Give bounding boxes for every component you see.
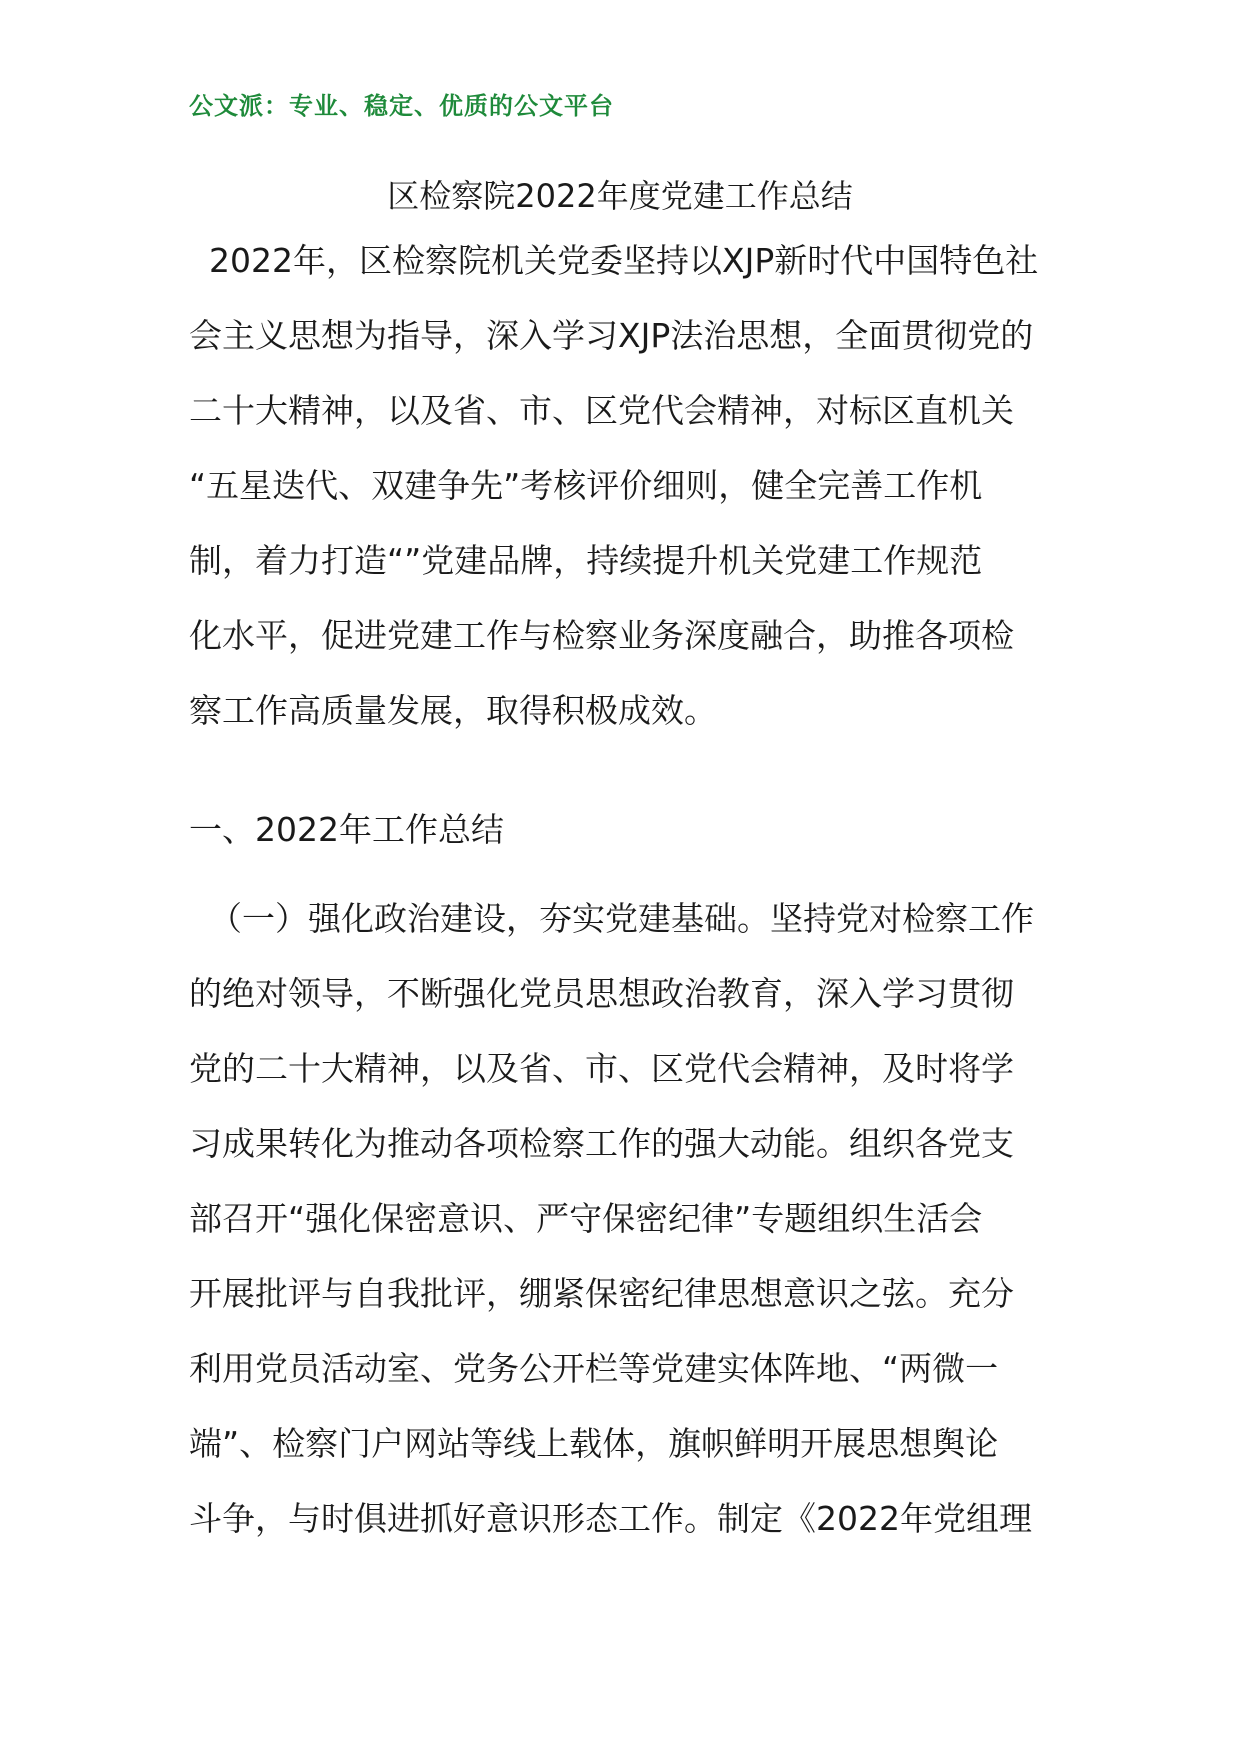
- paragraph-line: 利用党员活动室、党务公开栏等党建实体阵地、“两微一: [189, 1349, 999, 1388]
- paragraph-line: 部召开“强化保密意识、严守保密纪律”专题组织生活会: [189, 1199, 983, 1238]
- paragraph-line: 端”、检察门户网站等线上载体，旗帜鲜明开展思想舆论: [189, 1424, 999, 1463]
- section1-paragraph: [189, 881, 1057, 1556]
- section-heading: [189, 792, 1057, 867]
- paragraph-line: 开展批评与自我批评，绷紧保密纪律思想意识之弦。充分: [189, 1274, 1014, 1313]
- site-header-slogan: 公文派：专业、稳定、优质的公文平台: [189, 92, 614, 120]
- document-title: 区检察院2022年度党建工作总结: [387, 177, 853, 215]
- paragraph-line: 党的二十大精神，以及省、市、区党代会精神，及时将学: [189, 1049, 1014, 1088]
- paragraph-line: 2022年，区检察院机关党委坚持以XJP新时代中国特色社: [209, 241, 1039, 280]
- paragraph-line: 会主义思想为指导，深入学习XJP法治思想，全面贯彻党的: [189, 316, 1034, 355]
- paragraph-line: 斗争，与时俱进抓好意识形态工作。制定《2022年党组理: [189, 1499, 1032, 1538]
- intro-paragraph: [189, 223, 1057, 748]
- paragraph-line: “五星迭代、双建争先”考核评价细则，健全完善工作机: [189, 466, 983, 505]
- section-heading-text: 一、2022年工作总结: [189, 810, 504, 849]
- paragraph-line: （一）强化政治建设，夯实党建基础。坚持党对检察工作: [209, 899, 1034, 938]
- paragraph-line: 化水平，促进党建工作与检察业务深度融合，助推各项检: [189, 616, 1014, 655]
- paragraph-line: 二十大精神，以及省、市、区党代会精神，对标区直机关: [189, 391, 1014, 430]
- paragraph-line: 察工作高质量发展，取得积极成效。: [189, 691, 717, 730]
- paragraph-line: 习成果转化为推动各项检察工作的强大动能。组织各党支: [189, 1124, 1014, 1163]
- paragraph-line: 的绝对领导，不断强化党员思想政治教育，深入学习贯彻: [189, 974, 1014, 1013]
- paragraph-line: 制，着力打造“”党建品牌，持续提升机关党建工作规范: [189, 541, 983, 580]
